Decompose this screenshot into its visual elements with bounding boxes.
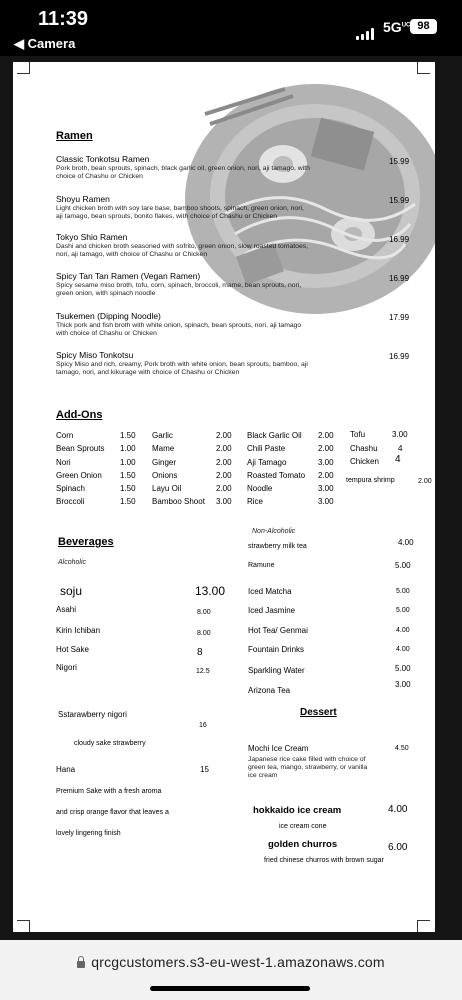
drink-name: strawberry milk tea	[248, 543, 307, 550]
addon-name: Green Onion	[56, 471, 102, 480]
drink-name: Fountain Drinks	[248, 645, 305, 654]
ramen-name-3: Tokyo Shio Ramen	[56, 232, 128, 242]
drink-price: 4.00	[396, 627, 410, 634]
addon-name: Black Garlic Oil	[247, 431, 302, 440]
addon-price: 2.00	[216, 484, 232, 493]
addon-price: 1.50	[120, 431, 136, 440]
battery-icon: 98	[410, 19, 437, 34]
addon-price: 3.00	[216, 497, 232, 506]
url-display[interactable]	[0, 954, 462, 970]
drink-name: cloudy sake strawberry	[74, 740, 146, 747]
addon-name: Chili Paste	[247, 444, 286, 453]
addon-price: 4	[395, 454, 401, 465]
ramen-name-6: Spicy Miso Tonkotsu	[56, 350, 134, 360]
addon-name: Spinach	[56, 484, 85, 493]
drink-price: 5.00	[395, 561, 411, 570]
drink-name: Hot Tea/ Genmai	[248, 626, 308, 635]
addon-price: 3.00	[392, 430, 408, 439]
addon-name: Chicken	[350, 457, 379, 466]
drink-price: 8.00	[197, 630, 211, 637]
drink-price: 16	[199, 722, 207, 729]
ramen-price-6: 16.99	[389, 352, 410, 361]
addon-name: Ginger	[152, 458, 177, 467]
drink-name: Iced Matcha	[248, 587, 292, 596]
ramen-name-1: Classic Tonkotsu Ramen	[56, 154, 150, 164]
addon-price: 2.00	[216, 444, 232, 453]
url-text: qrcgcustomers.s3-eu-west-1.amazonaws.com	[91, 954, 385, 970]
drink-price: 5.00	[396, 588, 410, 595]
ramen-desc-5: Thick pork and fish broth with white onion, spinach, bean sprouts, nori, aji tamago with choice of Chashu or Chicken	[56, 322, 302, 337]
addon-price: 4	[398, 444, 403, 453]
drink-price: 8.00	[197, 609, 211, 616]
ramen-price-3: 16.99	[389, 235, 410, 244]
signal-icon	[356, 22, 376, 40]
status-bar	[0, 0, 462, 56]
addon-name: Bean Sprouts	[56, 444, 105, 453]
browser-url-bar[interactable]	[0, 940, 462, 1000]
addon-name: Nori	[56, 458, 71, 467]
ramen-desc-2: Light chicken broth with soy tare base, bamboo shoots, spinach, green onion, nori, aji tamago, bean sprouts, bonito flakes, with choice of Chashu or Chicken	[56, 205, 304, 220]
addon-name: Corn	[56, 431, 74, 440]
drink-name: Asahi	[56, 605, 77, 614]
addon-price: 3.00	[318, 458, 334, 467]
hana-desc-line: lovely lingering finish	[56, 830, 121, 837]
addon-price: 2.00	[318, 431, 334, 440]
drink-name: soju	[60, 584, 83, 598]
alcoholic-label: Alcoholic	[58, 559, 87, 566]
drink-name: Nigori	[56, 663, 77, 672]
addon-price: 2.00	[318, 471, 334, 480]
addon-name: Mame	[152, 444, 175, 453]
drink-price: 4.00	[396, 646, 410, 653]
drink-name: Hana	[56, 765, 76, 774]
back-to-camera-link[interactable]: ◀ Camera	[14, 36, 76, 51]
addon-price: 2.00	[216, 431, 232, 440]
addon-name: Aji Tamago	[247, 458, 287, 467]
addon-name: Broccoli	[56, 497, 85, 506]
addons-heading: Add-Ons	[56, 409, 103, 421]
drink-price: 3.00	[395, 680, 411, 689]
drink-name: Iced Jasmine	[248, 606, 296, 615]
drink-name: Kirin Ichiban	[56, 626, 101, 635]
hana-desc-line: Premium Sake with a fresh aroma	[56, 788, 162, 795]
dessert-heading: Dessert	[300, 707, 337, 718]
ramen-desc-4: Spicy sesame miso broth, tofu, corn, spinach, broccoli, mame, bean sprouts, nori, green onion, with spinach noodle	[56, 282, 302, 297]
drink-name: Sstarawberry nigori	[58, 710, 127, 719]
addon-name: Garlic	[152, 431, 173, 440]
addon-price: 2.00	[418, 478, 432, 485]
drink-price: 4.00	[398, 538, 414, 547]
ramen-price-5: 17.99	[389, 313, 410, 322]
beverages-heading: Beverages	[58, 536, 114, 548]
addon-price: 3.00	[318, 484, 334, 493]
ramen-price-4: 16.99	[389, 274, 410, 283]
dessert-desc: ice cream cone	[279, 823, 327, 830]
ramen-name-4: Spicy Tan Tan Ramen (Vegan Ramen)	[56, 271, 201, 281]
hana-desc-line: and crisp orange flavor that leaves a	[56, 809, 169, 816]
non-alcoholic-label: Non-Alcoholic	[252, 528, 296, 535]
addon-name: Roasted Tomato	[247, 471, 306, 480]
dessert-desc: Japanese rice cake filled with choice of green tea, mango, strawberry, or vanilla ice cream	[248, 756, 368, 779]
addon-price: 3.00	[318, 497, 334, 506]
dessert-name: golden churros	[268, 839, 338, 850]
ramen-price-1: 15.99	[389, 157, 410, 166]
addon-price: 1.00	[120, 444, 136, 453]
ramen-desc-3: Dashi and chicken broth seasoned with sofrito, green onion, slow roasted tomatoes, nori, aji tamago, with choice of Chashu or Chicken	[56, 243, 309, 258]
ramen-desc-6: Spicy Miso and rich, creamy, Pork broth with white onion, bean sprouts, bamboo, aji tamago, nori, and kikurage with choice of Chashu or Chicken	[56, 361, 308, 376]
drink-price: 12.5	[196, 668, 210, 675]
addon-price: 2.00	[318, 444, 334, 453]
addon-price: 1.50	[120, 471, 136, 480]
lock-icon	[77, 961, 85, 968]
drink-name: Ramune	[248, 562, 275, 569]
drink-price: 15	[200, 765, 209, 774]
network-label: $5G^{UC}$	[383, 19, 411, 35]
addon-name: Onions	[152, 471, 178, 480]
addon-price: 1.00	[120, 458, 136, 467]
addon-price: 2.00	[216, 471, 232, 480]
addon-name: Noodle	[247, 484, 273, 493]
ramen-name-2: Shoyu Ramen	[56, 194, 110, 204]
addon-price: 1.50	[120, 484, 136, 493]
dessert-price: 4.00	[388, 804, 408, 815]
dessert-price: 6.00	[388, 842, 408, 853]
ramen-name-5: Tsukemen (Dipping Noodle)	[56, 311, 161, 321]
drink-price: 5.00	[395, 664, 411, 673]
drink-name: Sparkling Water	[248, 666, 305, 675]
addon-price: 2.00	[216, 458, 232, 467]
status-time: 11:39	[38, 8, 89, 30]
addon-price: 1.50	[120, 497, 136, 506]
dessert-desc: fried chinese churros with brown sugar	[264, 857, 384, 864]
ramen-price-2: 15.99	[389, 196, 410, 205]
ramen-desc-1: Pork broth, bean sprouts, spinach, black garlic oil, green onion, nori, aji tamago, with choice of Chashu or Chicken	[56, 165, 310, 180]
home-indicator[interactable]	[150, 986, 310, 991]
dessert-name: hokkaido ice cream	[253, 805, 342, 816]
addon-name: Rice	[247, 497, 264, 506]
addon-name: Layu Oil	[152, 484, 182, 493]
dessert-name: Mochi Ice Cream	[248, 744, 309, 753]
drink-price: 5.00	[396, 607, 410, 614]
addon-name: tempura shrimp	[346, 477, 395, 484]
addon-name: Bamboo Shoot	[152, 497, 205, 506]
drink-name: Arizona Tea	[248, 686, 291, 695]
drink-name: Hot Sake	[56, 645, 89, 654]
ramen-heading: Ramen	[56, 130, 93, 142]
addon-name: Chashu	[350, 444, 378, 453]
dessert-price: 4.50	[395, 745, 409, 752]
addon-name: Tofu	[350, 430, 366, 439]
drink-price: 8	[197, 647, 203, 658]
drink-price: 13.00	[195, 584, 226, 598]
